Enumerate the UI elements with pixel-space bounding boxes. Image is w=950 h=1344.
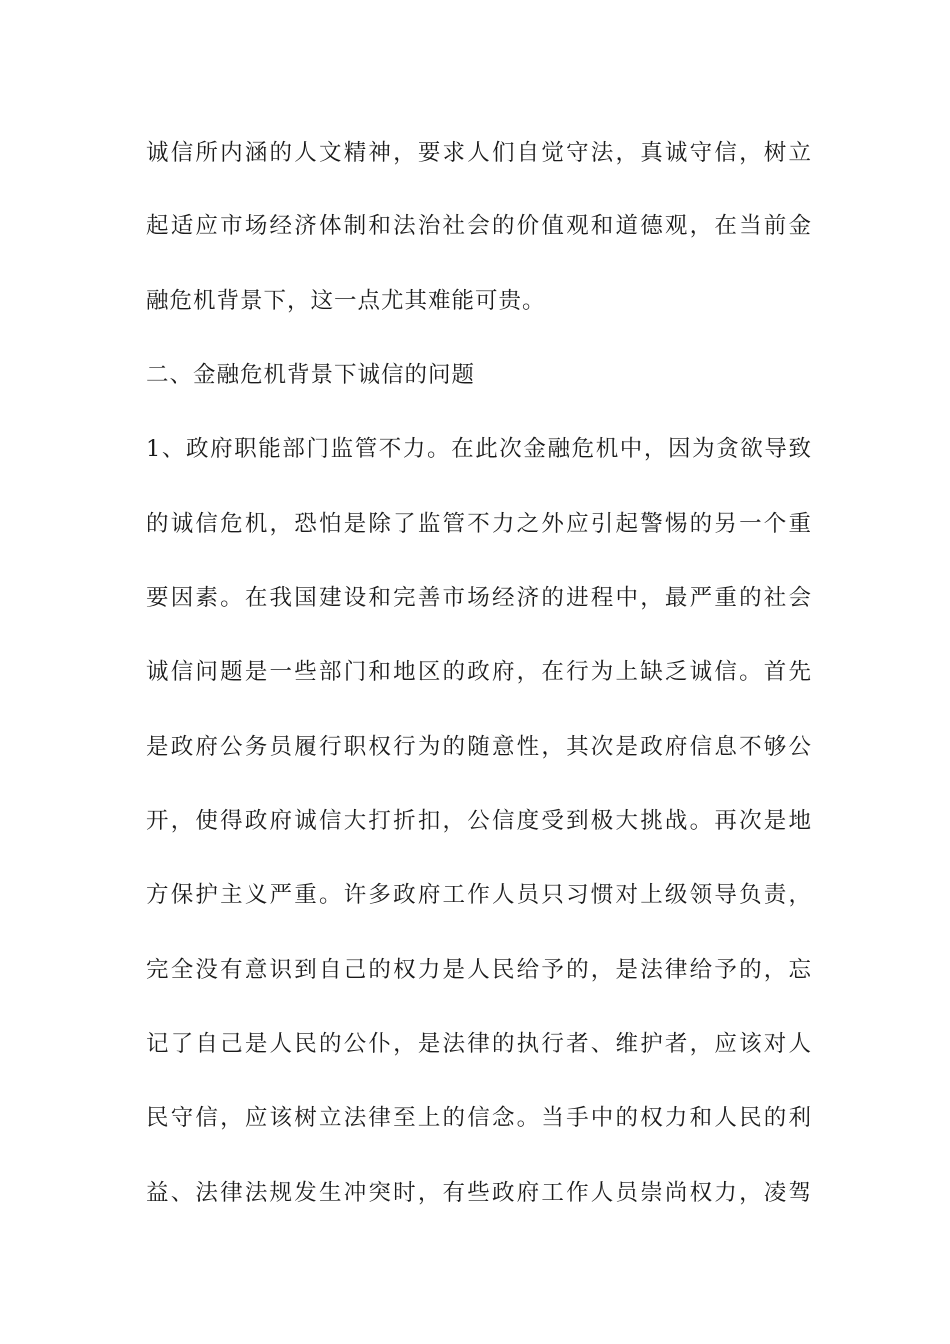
body-text-line: 记了自己是人民的公仆，是法律的执行者、维护者，应该对人 xyxy=(146,1031,811,1057)
body-text-line: 民守信，应该树立法律至上的信念。当手中的权力和人民的利 xyxy=(146,1105,811,1131)
body-text-line: 融危机背景下，这一点尤其难能可贵。 xyxy=(146,288,546,314)
body-text-line: 益、法律法规发生冲突时，有些政府工作人员崇尚权力，凌驾 xyxy=(146,1180,811,1206)
body-text-line: 诚信所内涵的人文精神，要求人们自觉守法，真诚守信，树立 xyxy=(146,140,811,166)
body-text-line: 要因素。在我国建设和完善市场经济的进程中，最严重的社会 xyxy=(146,585,811,611)
body-text-line: 诚信问题是一些部门和地区的政府，在行为上缺乏诚信。首先 xyxy=(146,659,811,685)
body-text-line: 的诚信危机，恐怕是除了监管不力之外应引起警惕的另一个重 xyxy=(146,511,811,537)
body-text-line: 是政府公务员履行职权行为的随意性，其次是政府信息不够公 xyxy=(146,734,811,760)
body-text-line: 完全没有意识到自己的权力是人民给予的，是法律给予的，忘 xyxy=(146,957,811,983)
section-heading: 二、金融危机背景下诚信的问题 xyxy=(146,362,476,388)
body-text-line: 开，使得政府诚信大打折扣，公信度受到极大挑战。再次是地 xyxy=(146,808,811,834)
body-text-line: 1、政府职能部门监管不力。在此次金融危机中，因为贪欲导致 xyxy=(146,436,811,462)
body-text-line: 起适应市场经济体制和法治社会的价值观和道德观，在当前金 xyxy=(146,213,811,239)
body-text-line: 方保护主义严重。许多政府工作人员只习惯对上级领导负责， xyxy=(146,882,811,908)
